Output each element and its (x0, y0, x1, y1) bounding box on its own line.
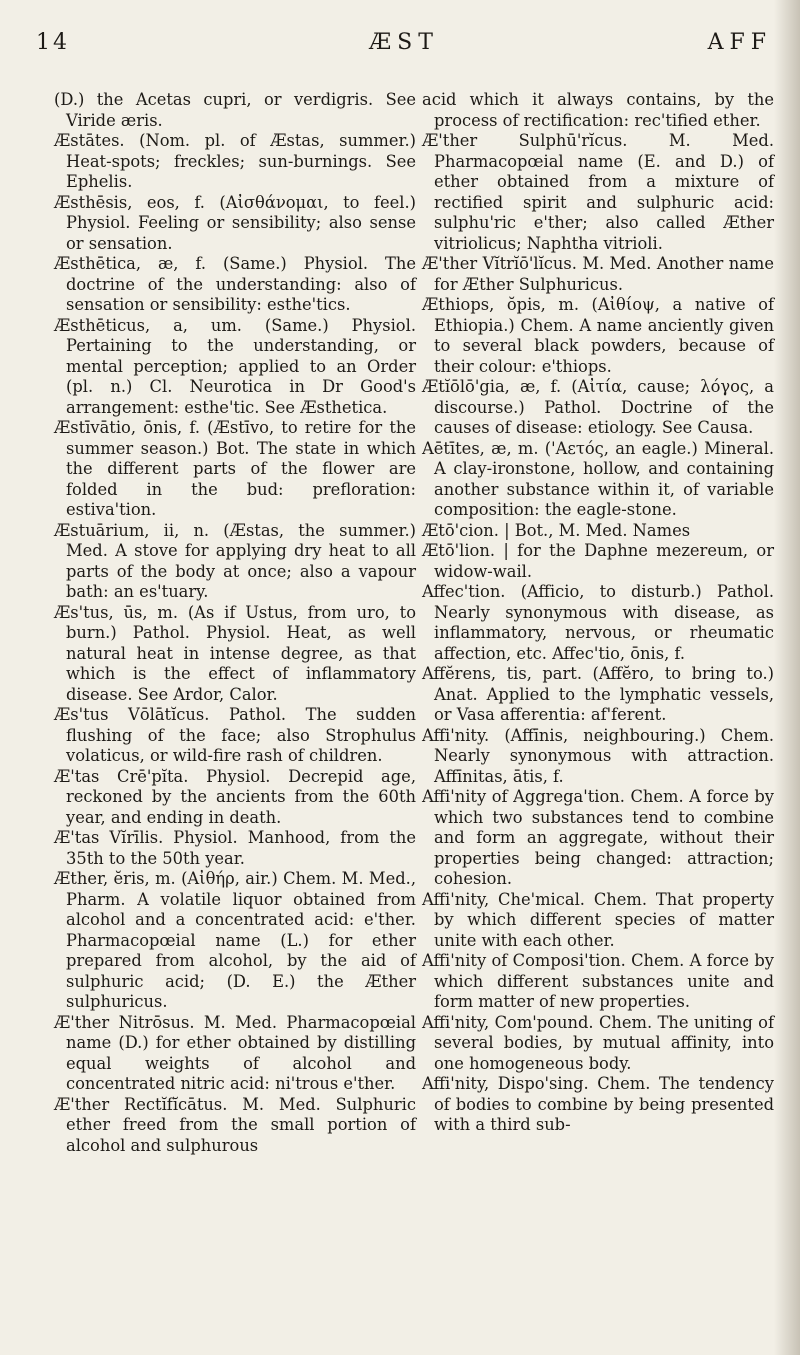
page-number: 14 (36, 30, 70, 55)
entry: Ætō'lion. | for the Daphne mezereum, or widow-wail. (422, 541, 774, 581)
entry: Æther, ĕris, m. (Αἰθήρ, air.) Chem. M. Med., Pharm. A volatile liquor obtained from alcohol and a concentrated acid: e'ther. Pharmacopœial name (L.) for ether prepared from alcohol, by the aid of sulphuric acid; (D. E.) the Æther sulphuricus. (54, 869, 416, 1011)
entry: Æs'tus, ūs, m. (As if Ustus, from uro, to burn.) Pathol. Physiol. Heat, as well natural heat in intense degree, as that which is the effect of inflammatory disease. See Ardor, Calor. (54, 602, 416, 704)
entry: Aētītes, æ, m. ('Αετός, an eagle.) Mineral. A clay-ironstone, hollow, and containing another substance within it, of variable composition: the eagle-stone. (422, 438, 774, 519)
entry: Affi'nity, Che'mical. Chem. That property by which different species of matter unite with each other. (422, 889, 774, 950)
entry: Æ'ther Vĭtrĭō'lĭcus. M. Med. Another name for Æther Sulphuricus. (422, 254, 774, 294)
entry: Æ'tas Vĭrīlis. Physiol. Manhood, from the 35th to the 50th year. (54, 828, 416, 868)
entry: acid which it always contains, by the process of rectification: rec'tified ether. (422, 90, 774, 130)
entry: Æstīvātio, ōnis, f. (Æstīvo, to retire for the summer season.) Bot. The state in which the different parts of the flower are folded in the bud: prefloration: estiva'tion. (54, 418, 416, 519)
left-column (54, 90, 416, 1156)
entry: Affi'nity, Com'pound. Chem. The uniting of several bodies, by mutual affinity, into one homogeneous body. (422, 1012, 774, 1073)
page-edge-shadow (774, 0, 800, 1355)
header-guide-word-left: ÆST (369, 30, 439, 55)
entry: Affec'tion. (Afficio, to disturb.) Pathol. Nearly synonymous with disease, as inflammatory, nervous, or rheumatic affection, etc. Affec'tio, ōnis, f. (422, 582, 774, 663)
entry: Affi'nity of Aggrega'tion. Chem. A force by which two substances tend to combine and form an aggregate, without their properties being changed: attraction; cohesion. (422, 787, 774, 888)
right-column (422, 90, 774, 1136)
entry: Æsthēsis, eos, f. (Αἰσθάνομαι, to feel.) Physiol. Feeling or sensibility; also sense or sensation. (54, 192, 416, 253)
running-header (36, 30, 772, 60)
entry: Affĕrens, tis, part. (Affĕro, to bring to.) Anat. Applied to the lymphatic vessels, or Vasa afferentia: af'ferent. (422, 664, 774, 724)
entry: Affi'nity, Dispo'sing. Chem. The tendency of bodies to combine by being presented with a third sub- (422, 1074, 774, 1134)
entry: Æ'ther Nitrōsus. M. Med. Pharmacopœial name (D.) for ether obtained by distilling equal weights of alcohol and concentrated nitric acid: ni'trous e'ther. (54, 1012, 416, 1093)
entry: Æ'tas Crē'pĭta. Physiol. Decrepid age, reckoned by the ancients from the 60th year, and ending in death. (54, 766, 416, 827)
entry: Æ'ther Rectĭfĭcātus. M. Med. Sulphuric ether freed from the small portion of alcohol and sulphurous (54, 1094, 416, 1155)
entry: Ætĭōlō'gia, æ, f. (Αἰτία, cause; λόγος, a discourse.) Pathol. Doctrine of the causes of disease: etiology. See Causa. (422, 377, 774, 437)
entry: Æthiops, ŏpis, m. (Αἰθίοψ, a native of Ethiopia.) Chem. A name anciently given to several black powders, because of their colour: e'thiops. (422, 295, 774, 376)
header-guide-word-right: AFF (707, 30, 772, 55)
entry: Æ'ther Sulphū'rĭcus. M. Med. Pharmacopœial name (E. and D.) of ether obtained from a mixture of rectified spirit and sulphuric acid: sulphu'ric e'ther; also called Æther vitriolicus; Naphtha vitrioli. (422, 131, 774, 253)
entry: Ætō'cion. | Bot., M. Med. Names (422, 520, 691, 540)
entry: Æstuārium, ii, n. (Æstas, the summer.) Med. A stove for applying dry heat to all parts of the body at once; also a vapour bath: an es'tuary. (54, 520, 416, 601)
entry: Affi'nity of Composi'tion. Chem. A force by which different substances unite and form matter of new properties. (422, 951, 774, 1011)
entry: Æsthētica, æ, f. (Same.) Physiol. The doctrine of the understanding: also of sensation or sensibility: esthe'tics. (54, 254, 416, 314)
entry: Affi'nity. (Affīnis, neighbouring.) Chem. Nearly synonymous with attraction. Affīnitas, ātis, f. (422, 725, 774, 786)
entry: (D.) the Acetas cupri, or verdigris. See Viride æris. (54, 90, 416, 130)
entry: Æstātes. (Nom. pl. of Æstas, summer.) Heat-spots; freckles; sun-burnings. See Ephelis. (54, 131, 416, 191)
entry: Æsthēticus, a, um. (Same.) Physiol. Pertaining to the understanding, or mental perception; applied to an Order (pl. n.) Cl. Neurotica in Dr Good's arrangement: esthe'tic. See Æsthetica. (54, 315, 416, 417)
entry: Æs'tus Vōlātĭcus. Pathol. The sudden flushing of the face; also Strophulus volaticus, or wild-fire rash of children. (54, 705, 416, 765)
